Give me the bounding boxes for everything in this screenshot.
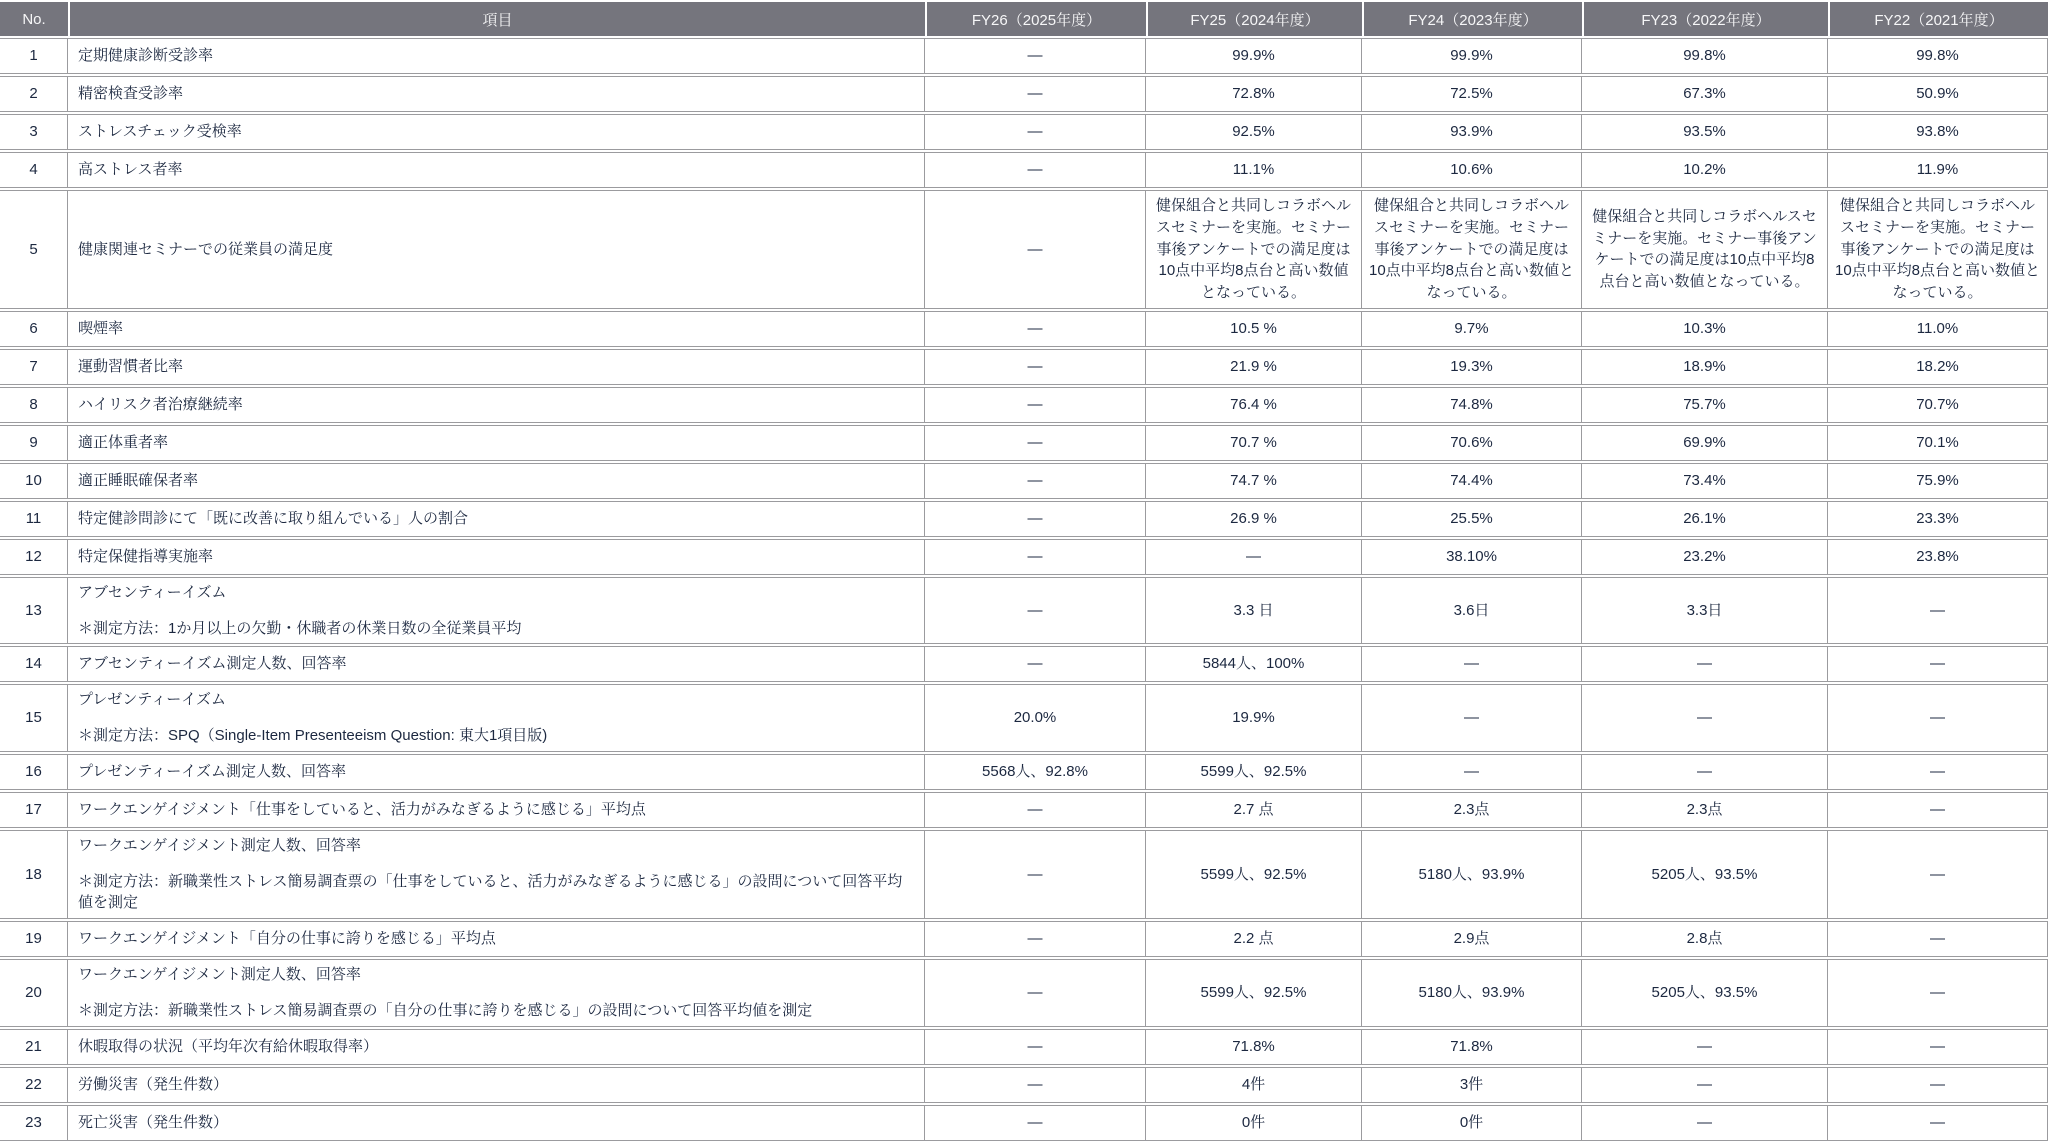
header-row: [0, 2, 2048, 36]
table-row: [0, 1067, 2048, 1103]
value-cell-fy23: —: [1582, 1029, 1828, 1065]
item-measurement-note: ＊測定方法：新職業性ストレス簡易調査票の「自分の仕事に誇りを感じる」の設問について回答平均値を測定: [78, 1001, 813, 1019]
value-cell-fy26: —: [925, 539, 1146, 575]
item-title: 労働災害（発生件数）: [78, 1075, 229, 1093]
row-number: 13: [0, 577, 68, 645]
item-cell: [68, 754, 925, 790]
value-cell-fy24: 9.7%: [1362, 311, 1582, 347]
value-cell-fy26: —: [925, 190, 1146, 309]
value-cell-fy26: —: [925, 646, 1146, 682]
table-row: [0, 792, 2048, 828]
value-cell-fy26: —: [925, 76, 1146, 112]
value-cell-fy25: 70.7 %: [1146, 425, 1362, 461]
item-cell: [68, 577, 925, 645]
value-cell-fy26: —: [925, 1105, 1146, 1141]
value-cell-fy24: 38.10%: [1362, 539, 1582, 575]
value-cell-fy23: 10.2%: [1582, 152, 1828, 188]
table-row: [0, 830, 2048, 919]
value-cell-fy22: 11.9%: [1828, 152, 2048, 188]
value-cell-fy26: —: [925, 577, 1146, 645]
value-cell-fy24: 5180人、93.9%: [1362, 959, 1582, 1027]
value-cell-fy24: 93.9%: [1362, 114, 1582, 150]
value-cell-fy22: 11.0%: [1828, 311, 2048, 347]
value-cell-fy23: 23.2%: [1582, 539, 1828, 575]
value-cell-fy25: 4件: [1146, 1067, 1362, 1103]
value-cell-fy24: 99.9%: [1362, 38, 1582, 74]
value-cell-fy23: 10.3%: [1582, 311, 1828, 347]
value-cell-fy22: —: [1828, 646, 2048, 682]
value-cell-fy24: 5180人、93.9%: [1362, 830, 1582, 919]
value-cell-fy26: —: [925, 501, 1146, 537]
value-cell-fy25: 2.2 点: [1146, 921, 1362, 957]
table-body: [0, 38, 2048, 1141]
col-header-no: No.: [0, 2, 68, 36]
value-cell-fy25: 5599人、92.5%: [1146, 959, 1362, 1027]
item-title: プレゼンティーイズム測定人数、回答率: [78, 762, 347, 780]
value-cell-fy23: 3.3日: [1582, 577, 1828, 645]
value-cell-fy22: 23.8%: [1828, 539, 2048, 575]
value-cell-fy25: 92.5%: [1146, 114, 1362, 150]
row-number: 4: [0, 152, 68, 188]
value-cell-fy25: 74.7 %: [1146, 463, 1362, 499]
item-measurement-note: ＊測定方法：新職業性ストレス簡易調査票の「仕事をしていると、活力がみなぎるように感じる」の設問について回答平均値を測定: [78, 872, 903, 912]
item-title: ワークエンゲイジメント測定人数、回答率: [78, 966, 361, 983]
row-number: 15: [0, 684, 68, 752]
item-measurement-note: ＊測定方法：SPQ（Single-Item Presenteeism Question: 東大1項目版): [78, 727, 548, 744]
value-cell-fy22: —: [1828, 959, 2048, 1027]
value-cell-fy26: —: [925, 425, 1146, 461]
value-cell-fy24: 74.8%: [1362, 387, 1582, 423]
value-cell-fy24: 3件: [1362, 1067, 1582, 1103]
item-cell: [68, 830, 925, 919]
value-cell-fy23: 75.7%: [1582, 387, 1828, 423]
value-cell-fy25: —: [1146, 539, 1362, 575]
value-cell-fy23: 健保組合と共同しコラボヘルスセミナーを実施。セミナー事後アンケートでの満足度は10点中平均8点台と高い数値となっている。: [1582, 190, 1828, 309]
value-cell-fy24: 3.6日: [1362, 577, 1582, 645]
row-number: 21: [0, 1029, 68, 1065]
row-number: 16: [0, 754, 68, 790]
item-title: アブセンティーイズム測定人数、回答率: [78, 655, 347, 673]
value-cell-fy25: 11.1%: [1146, 152, 1362, 188]
item-title: 適正体重者率: [78, 433, 169, 451]
value-cell-fy25: 0件: [1146, 1105, 1362, 1141]
value-cell-fy22: —: [1828, 684, 2048, 752]
item-cell: [68, 1067, 925, 1103]
value-cell-fy22: —: [1828, 830, 2048, 919]
item-cell: [68, 959, 925, 1027]
value-cell-fy23: 93.5%: [1582, 114, 1828, 150]
item-title: ハイリスク者治療継続率: [78, 395, 243, 413]
item-title: 休暇取得の状況（平均年次有給休暇取得率）: [78, 1037, 379, 1055]
table-row: [0, 76, 2048, 112]
item-cell: [68, 425, 925, 461]
value-cell-fy23: 2.8点: [1582, 921, 1828, 957]
value-cell-fy22: —: [1828, 754, 2048, 790]
value-cell-fy25: 5844人、100%: [1146, 646, 1362, 682]
col-header-fy24: FY24（2023年度）: [1362, 2, 1582, 36]
item-title: ワークエンゲイジメント「自分の仕事に誇りを感じる」平均点: [78, 930, 496, 948]
value-cell-fy25: 5599人、92.5%: [1146, 830, 1362, 919]
value-cell-fy23: 5205人、93.5%: [1582, 830, 1828, 919]
value-cell-fy23: —: [1582, 646, 1828, 682]
table-row: [0, 38, 2048, 74]
item-cell: [68, 152, 925, 188]
item-cell: [68, 539, 925, 575]
item-title: 喫煙率: [78, 319, 124, 337]
row-number: 12: [0, 539, 68, 575]
value-cell-fy24: 25.5%: [1362, 501, 1582, 537]
table-row: [0, 425, 2048, 461]
value-cell-fy24: 71.8%: [1362, 1029, 1582, 1065]
value-cell-fy25: 3.3 日: [1146, 577, 1362, 645]
value-cell-fy26: —: [925, 463, 1146, 499]
value-cell-fy22: —: [1828, 1105, 2048, 1141]
value-cell-fy24: 72.5%: [1362, 76, 1582, 112]
table-row: [0, 577, 2048, 645]
table-row: [0, 311, 2048, 347]
item-cell: [68, 38, 925, 74]
value-cell-fy25: 26.9 %: [1146, 501, 1362, 537]
value-cell-fy22: —: [1828, 1067, 2048, 1103]
value-cell-fy23: 69.9%: [1582, 425, 1828, 461]
item-title: 運動習慣者比率: [78, 357, 184, 375]
value-cell-fy25: 76.4 %: [1146, 387, 1362, 423]
value-cell-fy22: 18.2%: [1828, 349, 2048, 385]
value-cell-fy23: 67.3%: [1582, 76, 1828, 112]
value-cell-fy26: —: [925, 114, 1146, 150]
value-cell-fy23: 26.1%: [1582, 501, 1828, 537]
value-cell-fy25: 71.8%: [1146, 1029, 1362, 1065]
item-cell: [68, 684, 925, 752]
value-cell-fy23: 2.3点: [1582, 792, 1828, 828]
item-cell: [68, 646, 925, 682]
table-row: [0, 921, 2048, 957]
value-cell-fy24: 74.4%: [1362, 463, 1582, 499]
table-row: [0, 684, 2048, 752]
value-cell-fy25: 健保組合と共同しコラボヘルスセミナーを実施。セミナー事後アンケートでの満足度は10点中平均8点台と高い数値となっている。: [1146, 190, 1362, 309]
row-number: 17: [0, 792, 68, 828]
item-cell: [68, 311, 925, 347]
value-cell-fy26: 20.0%: [925, 684, 1146, 752]
row-number: 9: [0, 425, 68, 461]
value-cell-fy22: 93.8%: [1828, 114, 2048, 150]
value-cell-fy22: 75.9%: [1828, 463, 2048, 499]
row-number: 7: [0, 349, 68, 385]
item-title: 健康関連セミナーでの従業員の満足度: [78, 240, 334, 258]
item-cell: [68, 76, 925, 112]
value-cell-fy22: 70.7%: [1828, 387, 2048, 423]
row-number: 8: [0, 387, 68, 423]
row-number: 14: [0, 646, 68, 682]
value-cell-fy24: —: [1362, 684, 1582, 752]
item-title: アブセンティーイズム: [78, 583, 227, 601]
col-header-item: 項目: [68, 2, 925, 36]
table-row: [0, 1105, 2048, 1141]
value-cell-fy23: —: [1582, 684, 1828, 752]
value-cell-fy24: —: [1362, 754, 1582, 790]
row-number: 5: [0, 190, 68, 309]
value-cell-fy26: —: [925, 921, 1146, 957]
item-title: ストレスチェック受検率: [78, 123, 242, 141]
row-number: 22: [0, 1067, 68, 1103]
table-row: [0, 1029, 2048, 1065]
item-title: プレゼンティーイズム: [78, 691, 227, 709]
col-header-fy25: FY25（2024年度）: [1146, 2, 1362, 36]
row-number: 23: [0, 1105, 68, 1141]
value-cell-fy22: 99.8%: [1828, 38, 2048, 74]
value-cell-fy25: 72.8%: [1146, 76, 1362, 112]
value-cell-fy22: 23.3%: [1828, 501, 2048, 537]
item-cell: [68, 114, 925, 150]
item-title: 高ストレス者率: [78, 161, 183, 179]
value-cell-fy23: 5205人、93.5%: [1582, 959, 1828, 1027]
value-cell-fy26: —: [925, 830, 1146, 919]
value-cell-fy26: —: [925, 349, 1146, 385]
value-cell-fy22: —: [1828, 792, 2048, 828]
row-number: 10: [0, 463, 68, 499]
table-row: [0, 152, 2048, 188]
value-cell-fy22: 健保組合と共同しコラボヘルスセミナーを実施。セミナー事後アンケートでの満足度は10点中平均8点台と高い数値となっている。: [1828, 190, 2048, 309]
value-cell-fy24: 健保組合と共同しコラボヘルスセミナーを実施。セミナー事後アンケートでの満足度は10点中平均8点台と高い数値となっている。: [1362, 190, 1582, 309]
table-row: [0, 501, 2048, 537]
row-number: 3: [0, 114, 68, 150]
value-cell-fy23: 73.4%: [1582, 463, 1828, 499]
row-number: 20: [0, 959, 68, 1027]
value-cell-fy22: 70.1%: [1828, 425, 2048, 461]
value-cell-fy22: —: [1828, 921, 2048, 957]
col-header-fy22: FY22（2021年度）: [1828, 2, 2048, 36]
item-title: ワークエンゲイジメント測定人数、回答率: [78, 836, 361, 854]
table-row: [0, 349, 2048, 385]
value-cell-fy24: 70.6%: [1362, 425, 1582, 461]
row-number: 1: [0, 38, 68, 74]
value-cell-fy25: 21.9 %: [1146, 349, 1362, 385]
table-header: [0, 2, 2048, 36]
item-title: 特定保健指導実施率: [78, 547, 214, 565]
row-number: 19: [0, 921, 68, 957]
value-cell-fy22: —: [1828, 1029, 2048, 1065]
item-cell: [68, 463, 925, 499]
table-row: [0, 646, 2048, 682]
value-cell-fy26: —: [925, 311, 1146, 347]
value-cell-fy26: —: [925, 387, 1146, 423]
value-cell-fy24: —: [1362, 646, 1582, 682]
value-cell-fy26: —: [925, 1067, 1146, 1103]
item-cell: [68, 349, 925, 385]
item-title: ワークエンゲイジメント「仕事をしていると、活力がみなぎるように感じる」平均点: [78, 800, 646, 818]
value-cell-fy22: —: [1828, 577, 2048, 645]
item-title: 死亡災害（発生件数）: [78, 1113, 229, 1131]
value-cell-fy25: 19.9%: [1146, 684, 1362, 752]
item-title: 定期健康診断受診率: [78, 47, 214, 65]
item-measurement-note: ＊測定方法：1か月以上の欠勤・休職者の休業日数の全従業員平均: [78, 619, 522, 637]
value-cell-fy24: 10.6%: [1362, 152, 1582, 188]
value-cell-fy23: 99.8%: [1582, 38, 1828, 74]
value-cell-fy24: 19.3%: [1362, 349, 1582, 385]
item-cell: [68, 792, 925, 828]
table-row: [0, 387, 2048, 423]
item-cell: [68, 190, 925, 309]
table-row: [0, 539, 2048, 575]
value-cell-fy26: —: [925, 38, 1146, 74]
value-cell-fy23: —: [1582, 1067, 1828, 1103]
value-cell-fy26: —: [925, 152, 1146, 188]
value-cell-fy23: 18.9%: [1582, 349, 1828, 385]
value-cell-fy26: —: [925, 792, 1146, 828]
row-number: 6: [0, 311, 68, 347]
table-row: [0, 754, 2048, 790]
table-row: [0, 463, 2048, 499]
item-cell: [68, 1105, 925, 1141]
value-cell-fy25: 5599人、92.5%: [1146, 754, 1362, 790]
value-cell-fy22: 50.9%: [1828, 76, 2048, 112]
item-title: 特定健診問診にて「既に改善に取り組んでいる」人の割合: [78, 509, 469, 527]
table-row: [0, 190, 2048, 309]
value-cell-fy23: —: [1582, 1105, 1828, 1141]
value-cell-fy24: 2.9点: [1362, 921, 1582, 957]
value-cell-fy26: 5568人、92.8%: [925, 754, 1146, 790]
col-header-fy26: FY26（2025年度）: [925, 2, 1146, 36]
value-cell-fy25: 10.5 %: [1146, 311, 1362, 347]
row-number: 11: [0, 501, 68, 537]
value-cell-fy26: —: [925, 1029, 1146, 1065]
value-cell-fy25: 99.9%: [1146, 38, 1362, 74]
value-cell-fy24: 2.3点: [1362, 792, 1582, 828]
row-number: 18: [0, 830, 68, 919]
item-cell: [68, 921, 925, 957]
value-cell-fy26: —: [925, 959, 1146, 1027]
value-cell-fy25: 2.7 点: [1146, 792, 1362, 828]
value-cell-fy24: 0件: [1362, 1105, 1582, 1141]
item-cell: [68, 501, 925, 537]
item-cell: [68, 387, 925, 423]
col-header-fy23: FY23（2022年度）: [1582, 2, 1828, 36]
item-cell: [68, 1029, 925, 1065]
item-title: 適正睡眠確保者率: [78, 471, 199, 489]
table-row: [0, 114, 2048, 150]
value-cell-fy23: —: [1582, 754, 1828, 790]
row-number: 2: [0, 76, 68, 112]
table-row: [0, 959, 2048, 1027]
item-title: 精密検査受診率: [78, 85, 184, 103]
